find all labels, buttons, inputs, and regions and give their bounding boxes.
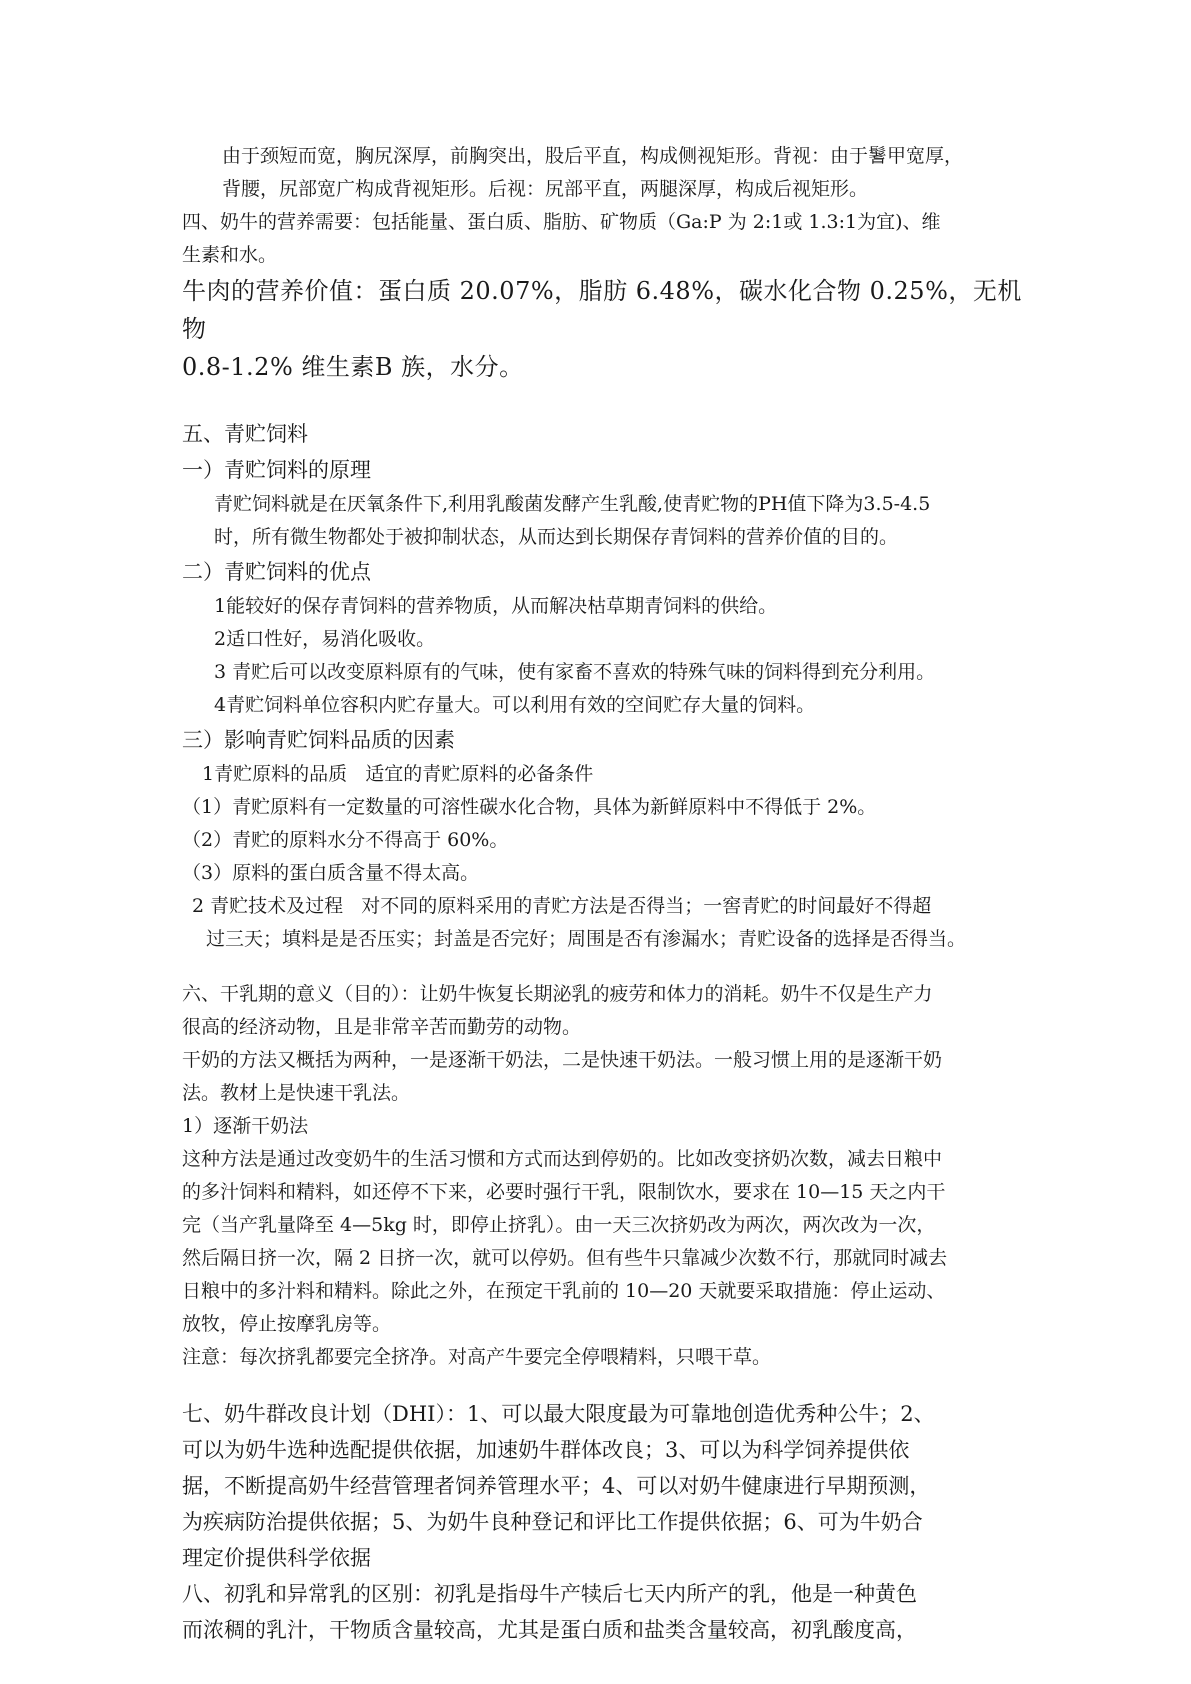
list-item: 4青贮饲料单位容积内贮存量大。可以利用有效的空间贮存大量的饲料。 (214, 694, 816, 716)
body-line: 为疾病防治提供依据；5、为奶牛良种登记和评比工作提供依据；6、可为牛奶合 (182, 1510, 923, 1534)
subheading-factors: 三）影响青贮饲料品质的因素 (182, 728, 455, 752)
section-heading-nutrition: 四、奶牛的营养需要：包括能量、蛋白质、脂肪、矿物质（Ga:P 为 2:1或 1.3:1为宜)、维 (182, 211, 941, 233)
body-line: 青贮饲料就是在厌氧条件下,利用乳酸菌发酵产生乳酸,使青贮物的PH值下降为3.5-4.5 (214, 493, 931, 515)
section-heading-dry-period: 六、干乳期的意义（目的）：让奶牛恢复长期泌乳的疲劳和体力的消耗。奶牛不仅是生产力 (182, 983, 933, 1005)
body-line: 日粮中的多汁料和精料。除此之外，在预定干乳前的 10—20 天就要采取措施：停止运动、 (182, 1280, 946, 1302)
list-item: 2适口性好，易消化吸收。 (214, 628, 436, 650)
list-item: 1青贮原料的品质 适宜的青贮原料的必备条件 (202, 763, 594, 785)
section-heading-colostrum: 八、初乳和异常乳的区别：初乳是指母牛产犊后七天内所产的乳，他是一种黄色 (182, 1582, 917, 1606)
body-line: 完（当产乳量降至 4—5kg 时，即停止挤乳）。由一天三次挤奶改为两次，两次改为一次， (182, 1214, 936, 1236)
body-line: 放牧，停止按摩乳房等。 (182, 1313, 392, 1335)
body-line: 可以为奶牛选种选配提供依据，加速奶牛群体改良；3、可以为科学饲养提供依 (182, 1438, 910, 1462)
body-line: 而浓稠的乳汁，干物质含量较高，尤其是蛋白质和盐类含量较高，初乳酸度高， (182, 1618, 917, 1642)
body-line: 据，不断提高奶牛经营管理者饲养管理水平；4、可以对奶牛健康进行早期预测， (182, 1474, 931, 1498)
body-line-large: 牛肉的营养价值：蛋白质 20.07%，脂肪 6.48%，碳水化合物 0.25%，无机物 (182, 277, 1022, 343)
body-line: 法。教材上是快速干乳法。 (182, 1082, 411, 1104)
section-heading-silage: 五、青贮饲料 (182, 422, 308, 446)
spacer (182, 956, 1022, 978)
body-line: 生素和水。 (182, 244, 278, 266)
document-body (182, 140, 1022, 1648)
spacer (182, 1374, 1022, 1396)
body-line: 的多汁饲料和精料，如还停不下来，必要时强行干乳，限制饮水，要求在 10—15 天之内干 (182, 1181, 946, 1203)
subheading-gradual-drying: 1）逐渐干奶法 (182, 1115, 309, 1137)
list-item: （1）青贮原料有一定数量的可溶性碳水化合物，具体为新鲜原料中不得低于 2%。 (182, 796, 877, 818)
list-item: （3）原料的蛋白质含量不得太高。 (182, 862, 480, 884)
list-item: 1能较好的保存青饲料的营养物质，从而解决枯草期青饲料的供给。 (214, 595, 778, 617)
subheading-advantages: 二）青贮饲料的优点 (182, 560, 371, 584)
body-line: 干奶的方法又概括为两种，一是逐渐干奶法，二是快速干奶法。一般习惯上用的是逐渐干奶 (182, 1049, 943, 1071)
section-heading-dhi: 七、奶牛群改良计划（DHI）：1、可以最大限度最为可靠地创造优秀种公牛；2、 (182, 1402, 935, 1426)
body-line: 时，所有微生物都处于被抑制状态，从而达到长期保存青饲料的营养价值的目的。 (214, 526, 899, 548)
body-line: 背腰，尻部宽广构成背视矩形。后视：尻部平直，两腿深厚，构成后视矩形。 (222, 178, 869, 200)
body-line: 这种方法是通过改变奶牛的生活习惯和方式而达到停奶的。比如改变挤奶次数，减去日粮中 (182, 1148, 943, 1170)
body-line: 然后隔日挤一次，隔 2 日挤一次，就可以停奶。但有些牛只靠减少次数不行，那就同时减去 (182, 1247, 948, 1269)
list-item: 2 青贮技术及过程 对不同的原料采用的青贮方法是否得当；一窖青贮的时间最好不得超 (192, 895, 932, 917)
note-line: 注意：每次挤乳都要完全挤净。对高产牛要完全停喂精料，只喂干草。 (182, 1346, 772, 1368)
body-line-large: 0.8-1.2% 维生素B 族，水分。 (182, 353, 524, 381)
body-line: 很高的经济动物，且是非常辛苦而勤劳的动物。 (182, 1016, 582, 1038)
body-line: 过三天；填料是是否压实；封盖是否完好；周围是否有渗漏水；青贮设备的选择是否得当。 (206, 928, 967, 950)
body-line: 理定价提供科学依据 (182, 1546, 371, 1570)
body-line: 由于颈短而宽，胸尻深厚，前胸突出，股后平直，构成侧视矩形。背视：由于鬐甲宽厚， (222, 145, 964, 167)
list-item: （2）青贮的原料水分不得高于 60%。 (182, 829, 509, 851)
spacer (182, 386, 1022, 416)
list-item: 3 青贮后可以改变原料原有的气味，使有家畜不喜欢的特殊气味的饲料得到充分利用。 (214, 661, 936, 683)
subheading-principle: 一）青贮饲料的原理 (182, 458, 371, 482)
